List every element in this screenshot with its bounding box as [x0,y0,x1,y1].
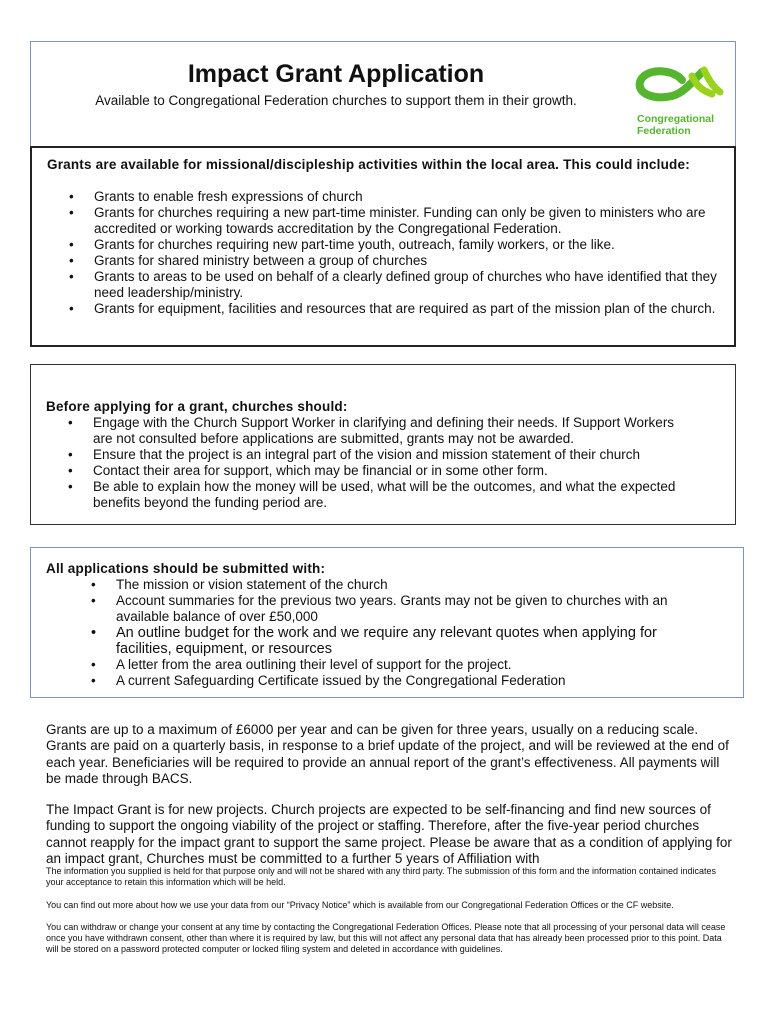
list-item: • Account summaries for the previous two years. Grants may not be given to churches with an available balance of over £50,000 [46,593,716,625]
grants-list [47,189,727,317]
list-item: • The mission or vision statement of the church [46,577,716,593]
list-item: • Grants for churches requiring new part-time youth, outreach, family workers, or the like. [47,237,727,253]
grants-available-box [30,146,736,347]
before-applying-box [30,364,736,525]
list-item: • A letter from the area outlining their level of support for the project. [46,657,716,673]
list-item: • Contact their area for support, which may be financial or in some other form. [46,463,696,479]
submission-list [46,577,716,689]
page-title: Impact Grant Application [187,60,485,88]
section-heading: Grants are available for missional/discipleship activities within the local area. This could include: [47,157,690,172]
list-item: • Grants for equipment, facilities and resources that are required as part of the mission plan of the church. [47,301,727,317]
page-subtitle: Available to Congregational Federation churches to support them in their growth. [95,93,577,108]
list-item: • Ensure that the project is an integral part of the vision and mission statement of their church [46,447,696,463]
list-item: • Grants to enable fresh expressions of church [47,189,727,205]
list-item: • Engage with the Church Support Worker in clarifying and defining their needs. If Support Workers are not consulted before applications are submitted, grants may not be awarded. [46,415,696,447]
list-item: • Grants for churches requiring a new part-time minister. Funding can only be given to ministers who are accredited or working towards accreditation by the Congregational Federation. [47,205,727,237]
privacy-note-1: The information you supplied is held for that purpose only and will not be shared with any third party. The submission of this form and the information contained indicates your acceptance to retain this information which will be held. [46,866,717,887]
grant-terms-paragraph: Grants are up to a maximum of £6000 per year and can be given for three years, usually on a reducing scale. Grants are paid on a quarterly basis, in response to a brief update of the project, and will be reviewed at the end of each year. Beneficiaries will be required to provide an annual report of the grant’s effectiveness. All payments will be made through BACS. [46,722,729,786]
header-box [30,41,736,148]
logo-text [637,113,714,137]
list-item: • A current Safeguarding Certificate issued by the Congregational Federation [46,673,716,689]
before-applying-list [46,415,696,511]
list-item: • An outline budget for the work and we require any relevant quotes when applying for facilities, equipment, or resources [46,625,716,657]
privacy-note-2: You can find out more about how we use your data from our “Privacy Notice” which is available from our Congregational Federation Offices or the CF website. [46,900,674,910]
logo-text-line-1: Congregational [637,113,715,125]
list-item: • Be able to explain how the money will be used, what will be the outcomes, and what the expected benefits beyond the funding period are. [46,479,696,511]
section-heading: Before applying for a grant, churches should: [46,399,348,414]
section-heading: All applications should be submitted with: [46,561,326,576]
list-item: • Grants for shared ministry between a group of churches [47,253,727,269]
list-item: • Grants to areas to be used on behalf of a clearly defined group of churches who have identified that they need leadership/ministry. [47,269,727,301]
submission-requirements-box [30,547,744,698]
privacy-note-3: You can withdraw or change your consent at any time by contacting the Congregational Federation Offices. Please note that all processing of your personal data will cease once you have withdrawn consent, other than where it is required by law, but this will not affect any personal data that has already been processed prior to this point. Data will be stored on a password protected computer or locked filing system and deleted in accordance with guidelines. [46,922,726,954]
new-projects-paragraph: The Impact Grant is for new projects. Church projects are expected to be self-financing and find new sources of funding to support the ongoing viability of the project or staffing. Therefore, after the five-year period churches cannot reapply for the impact grant to support the same project. Please be aware that as a condition of applying for an impact grant, Churches must be committed to a further 5 years of Affiliation with [46,802,732,866]
logo-text-line-2: Federation [637,125,691,137]
